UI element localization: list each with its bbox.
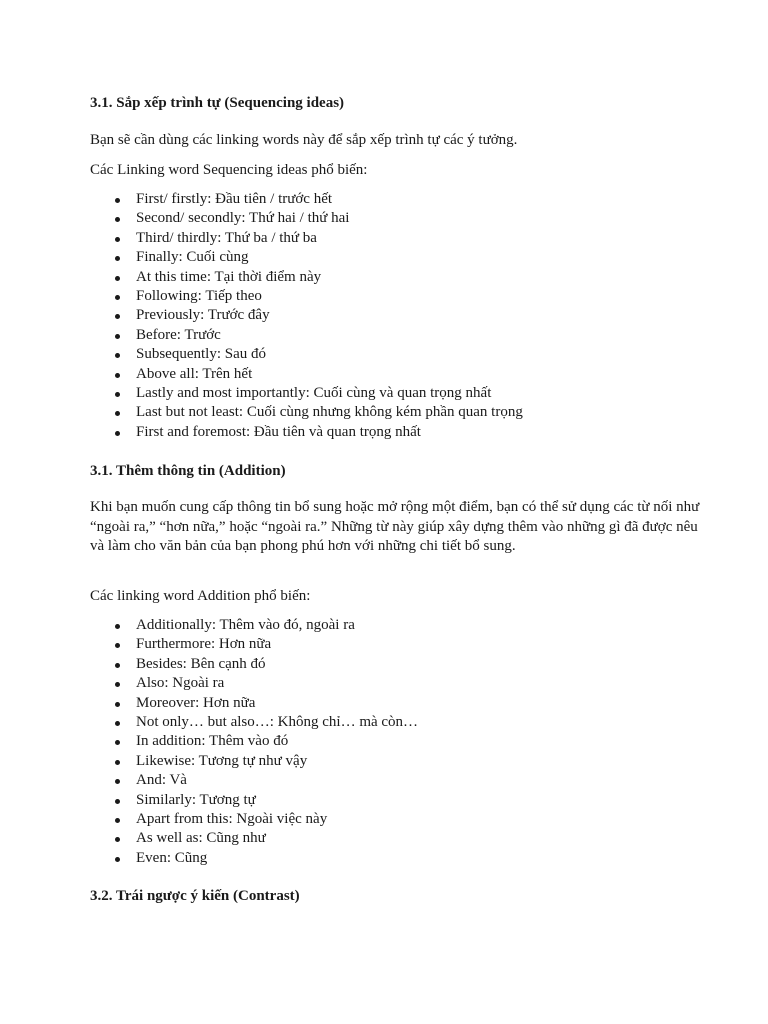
list-item: Besides: Bên cạnh đó [90,655,710,674]
addition-list-intro: Các linking word Addition phổ biến: [90,588,311,604]
list-item: Previously: Trước đây [90,306,710,325]
sequencing-list-intro: Các Linking word Sequencing ideas phổ biến: [90,162,368,178]
list-item: Before: Trước [90,326,710,345]
list-item: Additionally: Thêm vào đó, ngoài ra [90,616,710,635]
list-item: Subsequently: Sau đó [90,345,710,364]
sequencing-intro-paragraph: Bạn sẽ cần dùng các linking words này để sắp xếp trình tự các ý tưởng. [90,132,518,148]
list-item: Following: Tiếp theo [90,287,710,306]
list-item: Not only… but also…: Không chỉ… mà còn… [90,713,710,732]
list-item: Above all: Trên hết [90,365,710,384]
list-item: Last but not least: Cuối cùng nhưng không kém phần quan trọng [90,403,710,422]
section-heading-contrast: 3.2. Trái ngược ý kiến (Contrast) [90,888,300,904]
list-item: And: Và [90,771,710,790]
addition-list [90,616,710,868]
sequencing-list [90,190,710,442]
list-item: Likewise: Tương tự như vậy [90,752,710,771]
list-item: Second/ secondly: Thứ hai / thứ hai [90,209,710,228]
list-item: Also: Ngoài ra [90,674,710,693]
list-item: Lastly and most importantly: Cuối cùng và quan trọng nhất [90,384,710,403]
list-item: As well as: Cũng như [90,829,710,848]
addition-intro-paragraph: Khi bạn muốn cung cấp thông tin bổ sung hoặc mở rộng một điểm, bạn có thể sử dụng các từ nối như “ngoài ra,” “hơn nữa,” hoặc “ngoài ra.” Những từ này giúp xây dựng thêm vào những gì đã được nêu và làm cho văn bản của bạn phong phú hơn với những chi tiết bổ sung. [90,499,700,554]
list-item: Moreover: Hơn nữa [90,694,710,713]
section-heading-addition: 3.1. Thêm thông tin (Addition) [90,463,286,479]
list-item: First/ firstly: Đầu tiên / trước hết [90,190,710,209]
list-item: In addition: Thêm vào đó [90,732,710,751]
list-item: Finally: Cuối cùng [90,248,710,267]
list-item: Third/ thirdly: Thứ ba / thứ ba [90,229,710,248]
list-item: Similarly: Tương tự [90,791,710,810]
list-item: Even: Cũng [90,849,710,868]
list-item: Furthermore: Hơn nữa [90,635,710,654]
list-item: At this time: Tại thời điểm này [90,268,710,287]
list-item: Apart from this: Ngoài việc này [90,810,710,829]
list-item: First and foremost: Đầu tiên và quan trọng nhất [90,423,710,442]
section-heading-sequencing: 3.1. Sắp xếp trình tự (Sequencing ideas) [90,95,345,111]
